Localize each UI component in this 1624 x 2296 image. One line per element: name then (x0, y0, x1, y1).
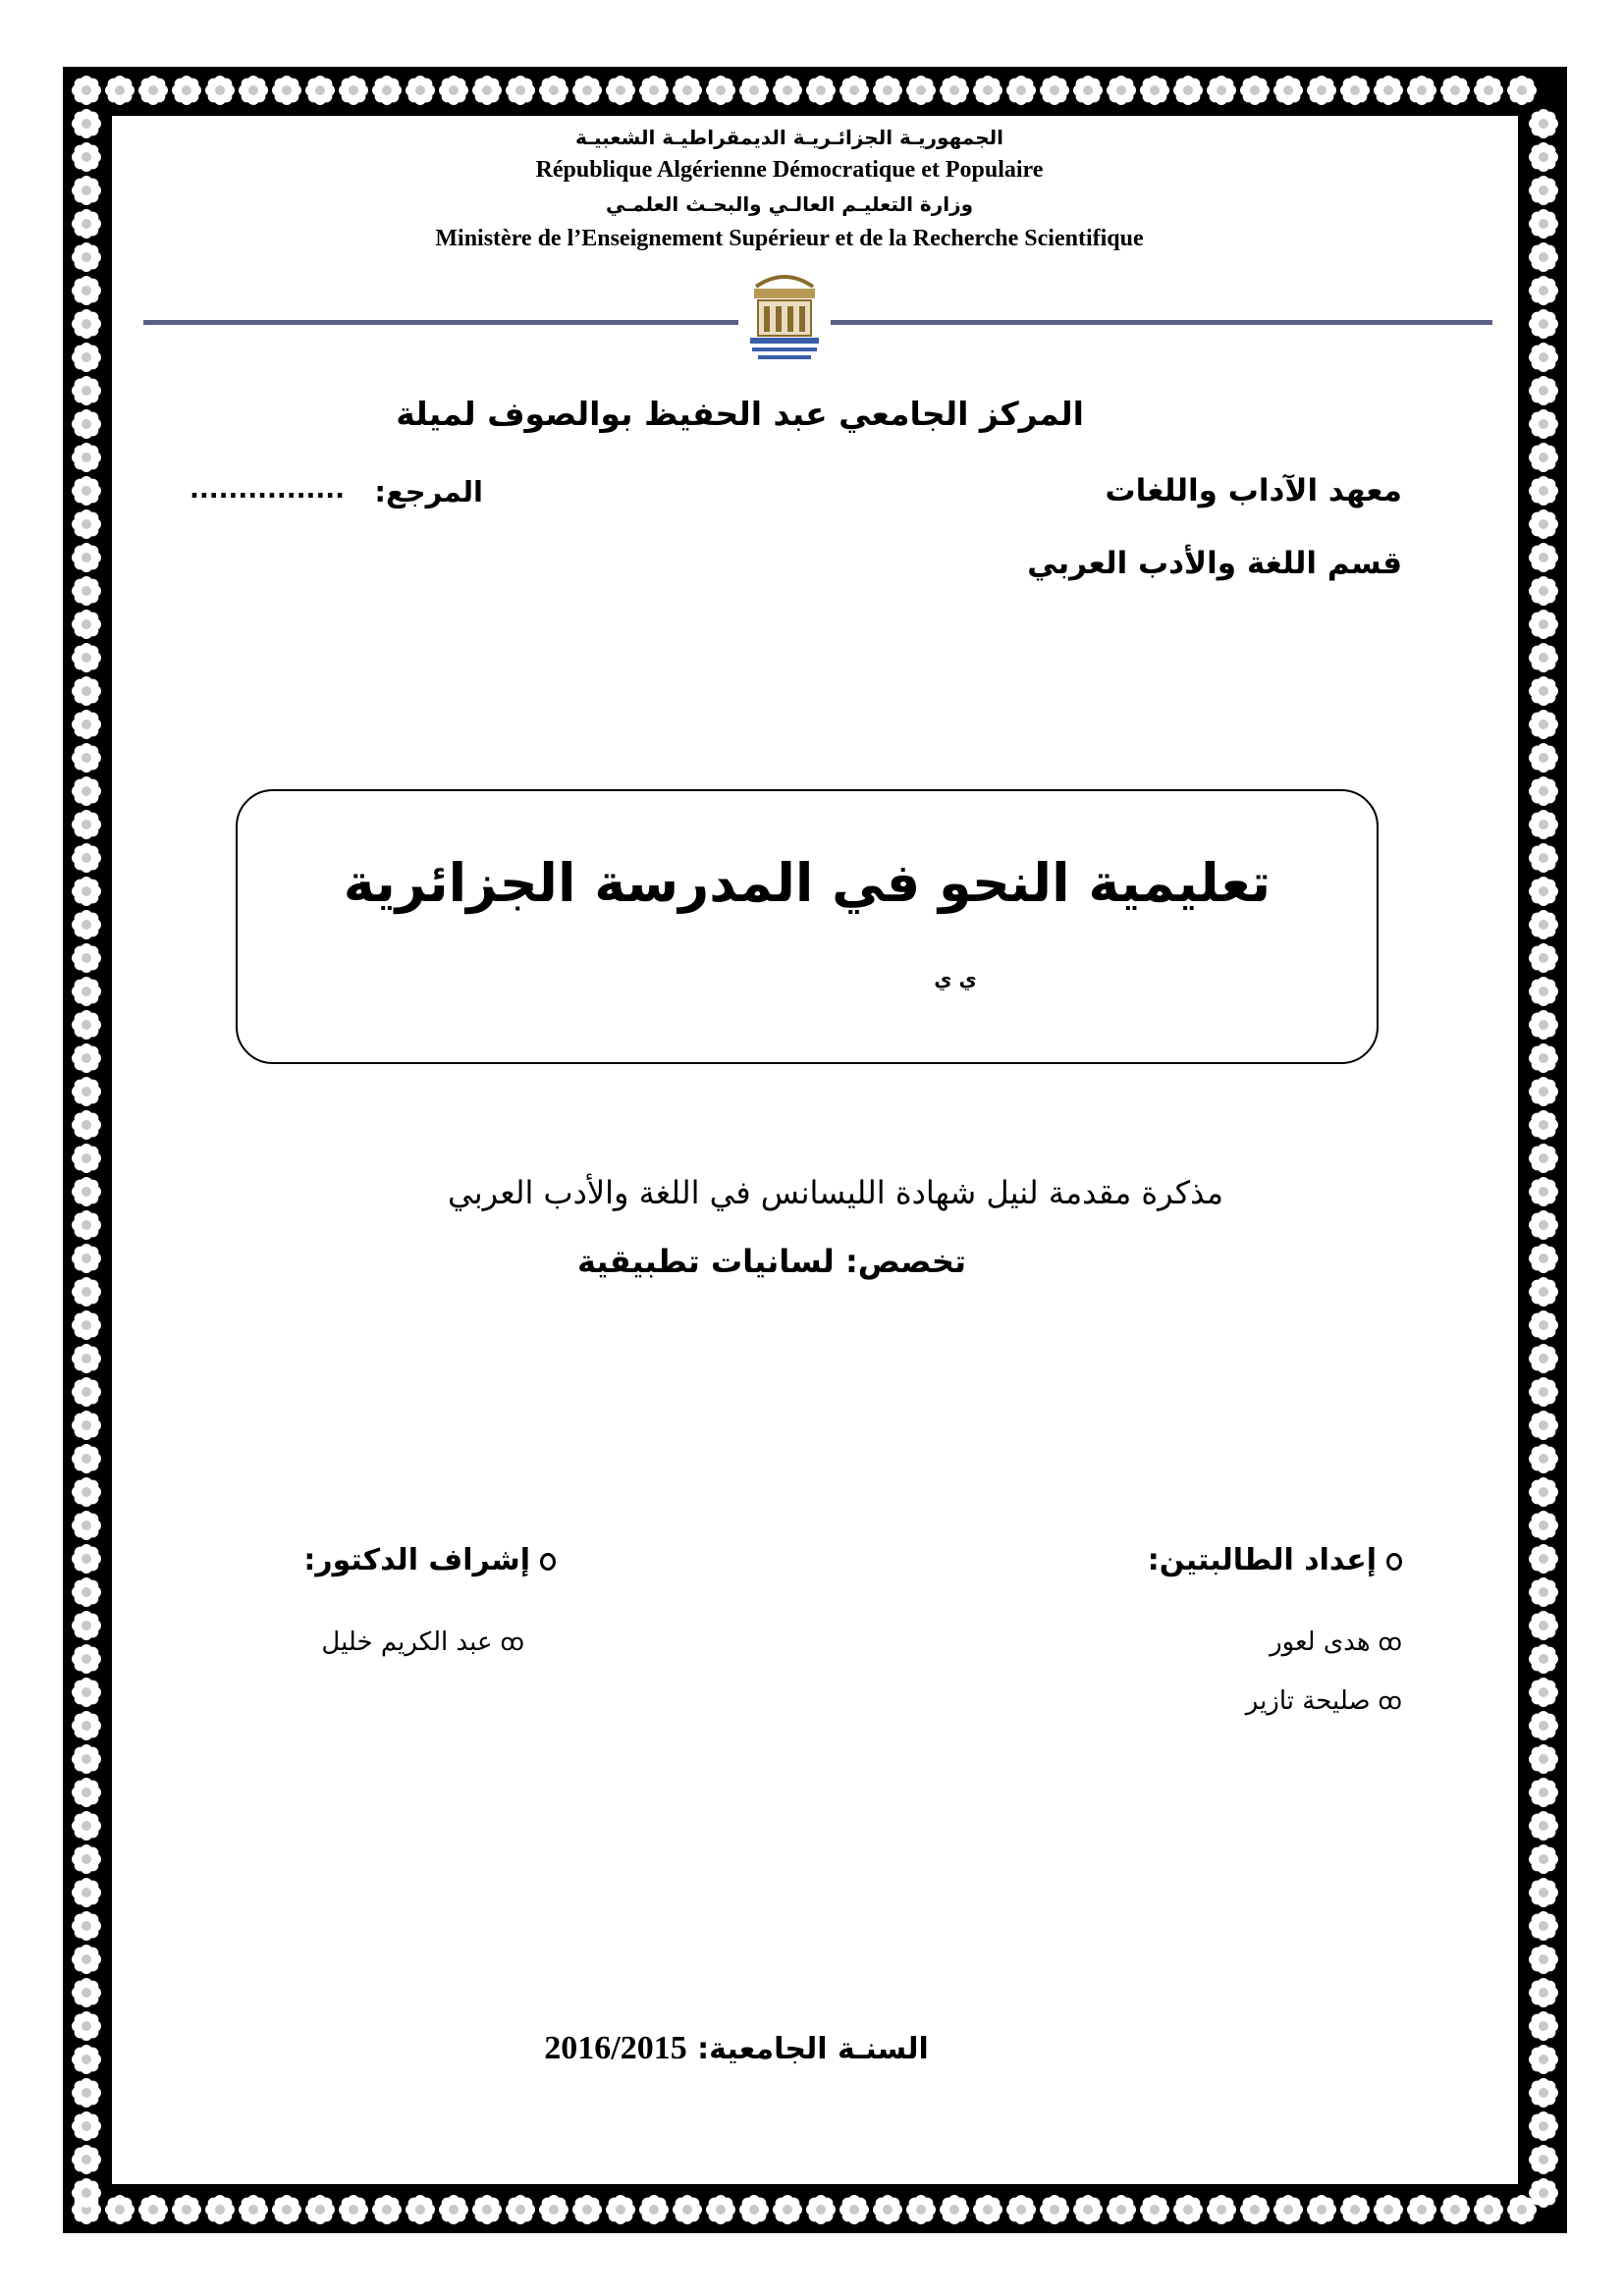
border-flower-icon (1529, 1244, 1558, 1273)
border-flower-icon (72, 1911, 101, 1941)
border-flower-icon (1529, 1511, 1558, 1540)
border-flower-icon (205, 2195, 235, 2224)
border-flower-icon (1529, 710, 1558, 739)
border-flower-icon (72, 1377, 101, 1407)
circle-bullet-icon (1386, 1553, 1402, 1571)
title-marks: ي ي (934, 967, 977, 990)
border-flower-icon (873, 2195, 902, 2224)
border-flower-icon (1307, 76, 1336, 105)
border-flower-icon (1073, 2195, 1103, 2224)
border-flower-icon (1240, 76, 1270, 105)
border-flower-icon (539, 2195, 568, 2224)
border-flower-icon (72, 943, 101, 973)
border-flower-icon (72, 2078, 101, 2108)
border-flower-icon (1529, 1644, 1558, 1674)
border-flower-icon (72, 509, 101, 539)
border-flower-icon (1529, 2045, 1558, 2074)
border-flower-icon (1340, 2195, 1370, 2224)
academic-year (393, 2030, 1080, 2067)
border-flower-icon (1273, 2195, 1303, 2224)
border-flower-icon (1529, 1377, 1558, 1407)
border-flower-icon (1407, 2195, 1436, 2224)
border-flower-icon (1529, 977, 1558, 1006)
border-flower-icon (72, 1744, 101, 1774)
border-flower-icon (72, 1945, 101, 1974)
border-flower-icon (1529, 1110, 1558, 1140)
border-flower-icon (539, 76, 568, 105)
border-flower-icon (1529, 910, 1558, 939)
border-flower-icon (339, 2195, 368, 2224)
border-flower-icon (1529, 1778, 1558, 1807)
border-flower-icon (1529, 376, 1558, 405)
university-center: المركز الجامعي عبد الحفيظ بوالصوف لميلة (396, 395, 1084, 433)
border-flower-icon (973, 76, 1002, 105)
border-flower-icon (1529, 242, 1558, 272)
border-flower-icon (1529, 1477, 1558, 1507)
border-flower-icon (606, 76, 635, 105)
border-flower-icon (239, 76, 268, 105)
border-flower-icon (1529, 2145, 1558, 2174)
border-flower-icon (72, 309, 101, 339)
border-flower-icon (1529, 276, 1558, 305)
border-flower-icon (72, 1978, 101, 2007)
border-flower-icon (105, 2195, 135, 2224)
border-flower-icon (1173, 76, 1203, 105)
border-flower-icon (1173, 2195, 1203, 2224)
border-flower-icon (72, 1411, 101, 1440)
border-flower-icon (1474, 76, 1503, 105)
border-flower-icon (1529, 1945, 1558, 1974)
border-flower-icon (172, 76, 201, 105)
border-flower-icon (739, 76, 769, 105)
border-flower-icon (1440, 2195, 1470, 2224)
border-flower-icon (1140, 2195, 1169, 2224)
border-flower-icon (72, 610, 101, 639)
supervisor-name-text: عبد الكريم خليل (321, 1628, 493, 1657)
reference-label: المرجع: (374, 475, 483, 508)
border-flower-icon (1529, 142, 1558, 172)
border-flower-icon (1407, 76, 1436, 105)
border-flower-icon (773, 2195, 802, 2224)
institute-name: معهد الآداب واللغات (1105, 473, 1402, 508)
academic-year-label: السنـة الجامعية: (697, 2032, 929, 2066)
student-name-text: صليحة تازير (1245, 1686, 1371, 1716)
border-flower-icon (72, 1277, 101, 1307)
border-flower-icon (72, 209, 101, 239)
border-flower-icon (1107, 2195, 1136, 2224)
border-flower-icon (72, 2145, 101, 2174)
border-flower-icon (72, 1043, 101, 1073)
border-flower-icon (706, 2195, 735, 2224)
border-flower-icon (673, 2195, 702, 2224)
border-flower-icon (72, 1010, 101, 1040)
student-name-text: هدى لعور (1270, 1628, 1371, 1657)
border-flower-icon (1529, 2111, 1558, 2141)
border-flower-icon (1529, 1744, 1558, 1774)
border-flower-icon (1529, 1611, 1558, 1640)
border-flower-icon (1440, 76, 1470, 105)
border-flower-icon (1273, 76, 1303, 105)
students-label: إعداد الطالبتين: (1147, 1543, 1377, 1577)
title-frame (236, 789, 1379, 1064)
border-flower-icon (72, 176, 101, 205)
supervisor-label: إشراف الدكتور: (303, 1543, 530, 1577)
border-flower-icon (372, 2195, 402, 2224)
border-flower-icon (1529, 176, 1558, 205)
border-flower-icon (1529, 343, 1558, 372)
border-flower-icon (1529, 1310, 1558, 1340)
border-flower-icon (1529, 209, 1558, 239)
border-flower-icon (1529, 443, 1558, 472)
border-flower-icon (940, 76, 969, 105)
border-flower-icon (1529, 1411, 1558, 1440)
border-flower-icon (1140, 76, 1169, 105)
border-flower-icon (72, 1077, 101, 1106)
border-flower-icon (72, 109, 101, 138)
border-flower-icon (272, 76, 301, 105)
border-flower-icon (1374, 2195, 1403, 2224)
border-flower-icon (1529, 1711, 1558, 1740)
border-flower-icon (1529, 1811, 1558, 1841)
border-flower-icon (873, 76, 902, 105)
border-flower-icon (806, 76, 836, 105)
border-flower-icon (72, 1477, 101, 1507)
border-flower-icon (1507, 76, 1537, 105)
border-flower-icon (673, 76, 702, 105)
border-flower-icon (1529, 543, 1558, 572)
border-flower-icon (72, 810, 101, 839)
border-flower-icon (72, 1778, 101, 1807)
border-flower-icon (906, 76, 936, 105)
border-flower-icon (72, 977, 101, 1006)
border-flower-icon (105, 76, 135, 105)
border-flower-icon (1207, 2195, 1236, 2224)
border-flower-icon (239, 2195, 268, 2224)
border-flower-icon (72, 1144, 101, 1173)
border-flower-icon (839, 76, 869, 105)
circle-bullet-icon (540, 1553, 556, 1571)
border-flower-icon (372, 76, 402, 105)
border-flower-icon (572, 76, 602, 105)
border-flower-icon (1529, 509, 1558, 539)
border-flower-icon (472, 76, 502, 105)
border-flower-icon (72, 443, 101, 472)
academic-year-value: 2016/2015 (544, 2030, 687, 2066)
border-flower-icon (72, 877, 101, 906)
border-flower-icon (1474, 2195, 1503, 2224)
border-flower-icon (72, 910, 101, 939)
border-flower-icon (72, 1811, 101, 1841)
university-logo (738, 265, 831, 367)
border-flower-icon (1529, 2178, 1558, 2208)
border-flower-icon (1240, 2195, 1270, 2224)
border-flower-icon (1529, 1144, 1558, 1173)
border-flower-icon (606, 2195, 635, 2224)
border-flower-icon (138, 76, 168, 105)
border-flower-icon (1529, 1978, 1558, 2007)
border-flower-icon (839, 2195, 869, 2224)
border-flower-icon (72, 2045, 101, 2074)
border-flower-icon (506, 76, 535, 105)
supervisor-name (0, 1628, 524, 1657)
border-flower-icon (1529, 576, 1558, 606)
thesis-description: مذكرة مقدمة لنيل شهادة الليسانس في اللغة والأدب العربي (448, 1174, 1223, 1211)
border-flower-icon (72, 1511, 101, 1540)
border-flower-icon (472, 2195, 502, 2224)
border-flower-icon (1207, 76, 1236, 105)
border-flower-icon (72, 1577, 101, 1607)
border-flower-icon (906, 2195, 936, 2224)
border-flower-icon (72, 1210, 101, 1240)
department-name: قسم اللغة والأدب العربي (1027, 546, 1402, 581)
border-flower-icon (72, 1844, 101, 1874)
border-flower-icon (72, 276, 101, 305)
border-flower-icon (806, 2195, 836, 2224)
border-flower-icon (1529, 1678, 1558, 1707)
border-flower-icon (439, 76, 468, 105)
border-flower-icon (439, 2195, 468, 2224)
border-flower-icon (72, 743, 101, 773)
border-flower-icon (72, 2011, 101, 2041)
border-flower-icon (1040, 76, 1069, 105)
border-flower-icon (72, 1878, 101, 1907)
border-flower-icon (72, 710, 101, 739)
border-flower-icon (72, 676, 101, 706)
border-flower-icon (1374, 76, 1403, 105)
border-flower-icon (1529, 676, 1558, 706)
student-name-2 (0, 1686, 1402, 1716)
ministry-french: Ministère de l’Enseignement Supérieur et de la Recherche Scientifique (435, 226, 1144, 251)
border-flower-icon (1529, 776, 1558, 806)
border-flower-icon (1006, 2195, 1036, 2224)
border-flower-icon (1529, 2078, 1558, 2108)
border-flower-icon (72, 2178, 101, 2208)
border-flower-icon (1529, 309, 1558, 339)
border-flower-icon (1529, 1344, 1558, 1373)
border-flower-icon (973, 2195, 1002, 2224)
flourish-icon: ꝏ (500, 1629, 524, 1656)
reference-value: ................ (189, 475, 346, 505)
border-flower-icon (72, 2111, 101, 2141)
border-flower-icon (72, 843, 101, 873)
border-flower-icon (305, 76, 335, 105)
border-flower-icon (1529, 843, 1558, 873)
border-flower-icon (1529, 1544, 1558, 1574)
border-flower-icon (72, 643, 101, 672)
border-flower-icon (1529, 1210, 1558, 1240)
republic-french: République Algérienne Démocratique et Populaire (535, 157, 1044, 183)
border-flower-icon (1529, 1577, 1558, 1607)
border-flower-icon (305, 2195, 335, 2224)
border-flower-icon (1529, 643, 1558, 672)
border-flower-icon (1073, 76, 1103, 105)
flourish-icon: ꝏ (1378, 1687, 1402, 1715)
border-flower-icon (72, 1344, 101, 1373)
border-flower-icon (739, 2195, 769, 2224)
border-flower-icon (572, 2195, 602, 2224)
border-flower-icon (1529, 943, 1558, 973)
border-flower-icon (72, 76, 101, 105)
ministry-arabic: وزارة التعليـم العالـي والبحـث العلمـي (605, 192, 974, 216)
border-flower-icon (1006, 76, 1036, 105)
border-flower-icon (72, 1110, 101, 1140)
border-flower-icon (639, 76, 669, 105)
border-flower-icon (1529, 1010, 1558, 1040)
border-flower-icon (1529, 476, 1558, 506)
border-flower-icon (272, 2195, 301, 2224)
border-flower-icon (1529, 810, 1558, 839)
border-flower-icon (72, 1444, 101, 1473)
border-flower-icon (72, 1310, 101, 1340)
flourish-icon: ꝏ (1378, 1629, 1402, 1656)
republic-arabic: الجمهوريـة الجزائـريـة الديمقراطيـة الشعبيـة (575, 126, 1003, 149)
border-flower-icon (506, 2195, 535, 2224)
border-flower-icon (406, 76, 435, 105)
border-flower-icon (1529, 1844, 1558, 1874)
border-flower-icon (1040, 2195, 1069, 2224)
border-flower-icon (138, 2195, 168, 2224)
border-flower-icon (1529, 1043, 1558, 1073)
supervisor-heading (0, 1543, 556, 1577)
border-flower-icon (1529, 2011, 1558, 2041)
border-flower-icon (1529, 1444, 1558, 1473)
border-flower-icon (1529, 1177, 1558, 1206)
border-flower-icon (1529, 109, 1558, 138)
border-flower-icon (72, 142, 101, 172)
border-flower-icon (72, 776, 101, 806)
border-flower-icon (1529, 1911, 1558, 1941)
border-flower-icon (1529, 1277, 1558, 1307)
border-flower-icon (172, 2195, 201, 2224)
border-flower-icon (205, 76, 235, 105)
border-flower-icon (1529, 743, 1558, 773)
border-flower-icon (1529, 409, 1558, 439)
border-flower-icon (339, 76, 368, 105)
border-flower-icon (406, 2195, 435, 2224)
thesis-title: تعليمية النحو في المدرسة الجزائرية (343, 852, 1272, 914)
border-flower-icon (773, 76, 802, 105)
border-flower-icon (1529, 1878, 1558, 1907)
border-flower-icon (940, 2195, 969, 2224)
border-flower-icon (1529, 1077, 1558, 1106)
border-flower-icon (72, 242, 101, 272)
border-flower-icon (1529, 877, 1558, 906)
border-flower-icon (639, 2195, 669, 2224)
border-flower-icon (1529, 610, 1558, 639)
border-flower-icon (1340, 76, 1370, 105)
specialty: تخصص: لسانيات تطبيقية (577, 1243, 966, 1280)
border-flower-icon (706, 76, 735, 105)
border-flower-icon (72, 343, 101, 372)
border-flower-icon (1307, 2195, 1336, 2224)
border-flower-icon (1107, 76, 1136, 105)
